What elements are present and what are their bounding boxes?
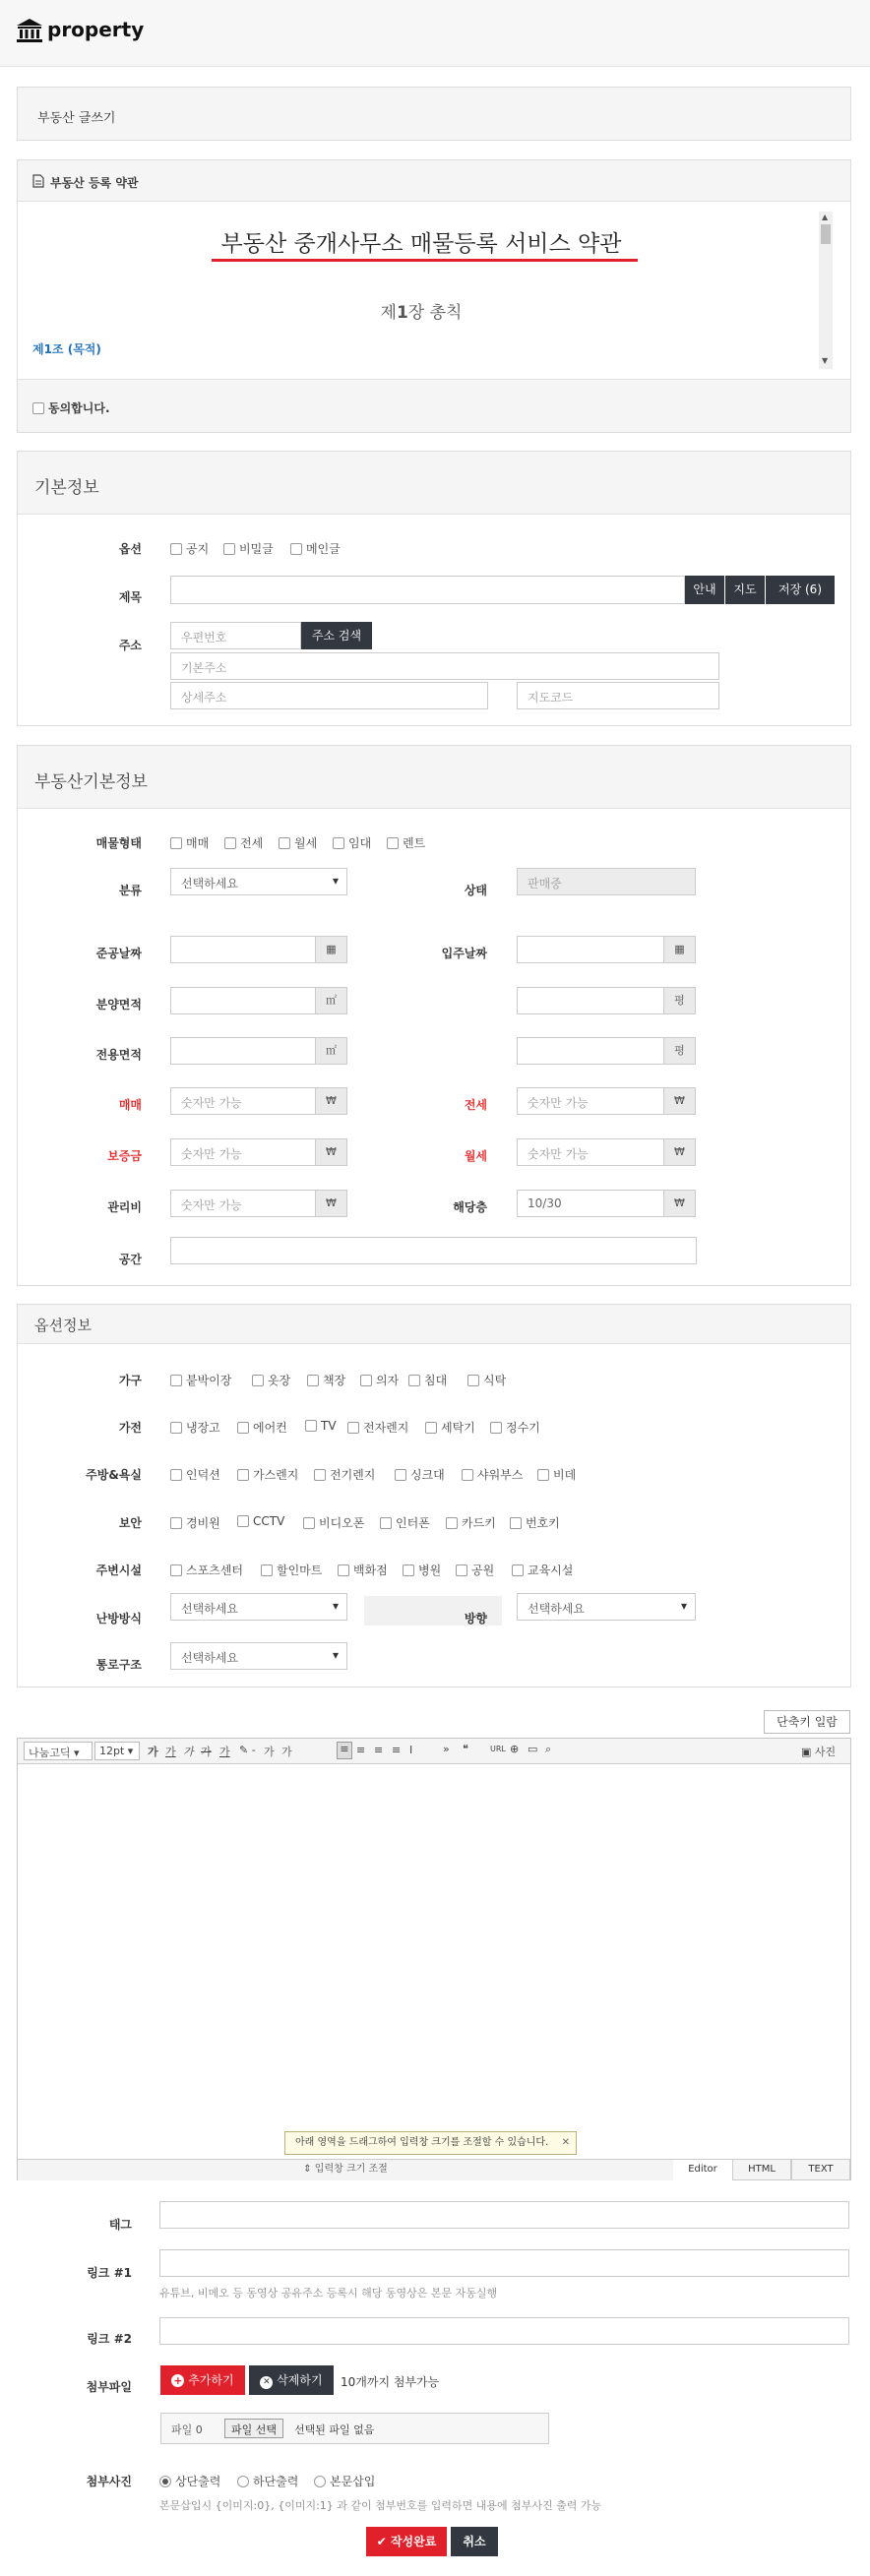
basic-info-title: 기본정보	[34, 478, 99, 498]
won-unit: ₩	[315, 1139, 346, 1165]
appliance-opt[interactable]: 전자렌지	[347, 1419, 408, 1436]
supply-area-label: 분양면적	[95, 998, 142, 1012]
terms-panel	[17, 159, 851, 433]
furniture-opt[interactable]: 의자	[360, 1372, 399, 1388]
pyeong-unit: 평	[663, 1038, 695, 1064]
security-opt[interactable]: 카드키	[446, 1514, 496, 1531]
direction-select[interactable]: 선택하세요 ▾	[517, 1593, 696, 1621]
address-basic-input[interactable]: 기본주소	[170, 652, 719, 680]
supply-pyeong-input[interactable]	[517, 987, 696, 1014]
deal-jeonse[interactable]: 전세	[224, 834, 263, 851]
furniture-row	[170, 1372, 780, 1387]
option-notice[interactable]: 공지	[170, 540, 209, 557]
link1-help: 유튜브, 비메오 등 동영상 공유주소 등록시 해당 동영상은 본문 자동실행	[159, 2287, 498, 2300]
security-label: 보안	[118, 1516, 142, 1530]
deposit-input[interactable]: 숫자만 가능 ₩	[170, 1138, 347, 1166]
page-heading-panel	[17, 87, 851, 141]
nearby-opt[interactable]: 백화점	[338, 1562, 388, 1578]
pyeong-unit: 평	[663, 988, 695, 1013]
agree-checkbox[interactable]	[32, 399, 110, 416]
photo-bottom-radio[interactable]: 하단출력	[237, 2473, 298, 2489]
chapter-suffix: 장 총칙	[407, 303, 463, 323]
file-limit-text: 10개까지 첨부가능	[341, 2375, 440, 2389]
guide-button[interactable]: 안내	[685, 576, 724, 604]
deposit-label: 보증금	[107, 1149, 142, 1163]
kitchen-label: 주방&욕실	[86, 1468, 142, 1482]
tag-label: 태그	[108, 2218, 132, 2232]
option-label: 옵션	[118, 542, 142, 556]
realty-info-header	[18, 746, 850, 809]
nearby-opt[interactable]: 공원	[456, 1562, 494, 1578]
font-color-icon[interactable]: 가	[219, 1746, 230, 1758]
underline-icon[interactable]: 가	[165, 1746, 176, 1758]
tag-input[interactable]	[159, 2201, 849, 2229]
kitchen-opt[interactable]: 싱크대	[395, 1466, 445, 1483]
category-select[interactable]: 선택하세요 ▾	[170, 868, 347, 895]
floor-label: 해당층	[453, 1200, 487, 1214]
editor-toolbar	[18, 1739, 850, 1764]
won-unit: ₩	[315, 1088, 346, 1114]
exclusive-area-label: 전용면적	[95, 1048, 142, 1062]
deal-monthly[interactable]: 월세	[279, 834, 317, 851]
terms-title: 부동산 등록 약관	[50, 176, 139, 190]
space-label: 공간	[118, 1253, 142, 1266]
nearby-opt[interactable]: 할인마트	[261, 1562, 322, 1578]
agree-label: 동의합니다.	[48, 401, 110, 415]
file-none-text: 선택된 파일 없음	[294, 2423, 375, 2436]
subject-input[interactable]	[170, 576, 685, 604]
app-header	[0, 0, 870, 67]
italic-icon[interactable]: 가	[183, 1746, 194, 1758]
kitchen-opt[interactable]: 인덕션	[170, 1466, 220, 1483]
status-input: 판매중	[517, 868, 696, 895]
terms-content[interactable]	[18, 202, 850, 379]
exclusive-pyeong-input[interactable]	[517, 1037, 696, 1065]
page-title: 부동산 글쓰기	[37, 111, 116, 126]
direction-label: 방향	[464, 1612, 487, 1625]
appliance-opt[interactable]: TV	[305, 1419, 337, 1433]
scroll-thumb[interactable]	[821, 224, 831, 244]
align-center-icon[interactable]: ≡	[356, 1744, 366, 1756]
align-right-icon[interactable]: ≡	[374, 1744, 384, 1756]
sale-price-label: 매매	[118, 1098, 142, 1112]
deal-sale[interactable]: 매매	[170, 834, 209, 851]
won-unit: ₩	[663, 1139, 695, 1165]
nearby-opt[interactable]: 스포츠센터	[170, 1562, 243, 1578]
address-detail-input[interactable]: 상세주소	[170, 682, 488, 709]
floor-input[interactable]: 10/30 ₩	[517, 1190, 696, 1217]
jeonse-price-label: 전세	[464, 1098, 487, 1112]
tab-editor[interactable]: Editor	[673, 2159, 732, 2180]
category-label: 분류	[118, 884, 142, 897]
map-code-input[interactable]: 지도코드	[517, 682, 719, 709]
tab-html[interactable]: HTML	[732, 2159, 791, 2180]
sale-price-input[interactable]: 숫자만 가능 ₩	[170, 1087, 347, 1115]
file-index: 파일 0	[171, 2423, 203, 2436]
movein-date-label: 입주날짜	[441, 947, 487, 960]
resize-bar[interactable]: ⇕ 입력창 크기 조절	[18, 2159, 673, 2180]
options-header	[18, 1305, 850, 1344]
won-unit: ₩	[663, 1088, 695, 1114]
size-select[interactable]: 12pt ▾	[94, 1742, 140, 1760]
sqm-unit: ㎡	[315, 1038, 346, 1064]
security-opt[interactable]: 경비원	[170, 1514, 220, 1531]
nearby-row	[170, 1562, 780, 1577]
furniture-label: 가구	[118, 1374, 142, 1387]
security-opt[interactable]: 비디오폰	[303, 1514, 364, 1531]
furniture-opt[interactable]: 옷장	[252, 1372, 290, 1388]
security-row	[170, 1514, 780, 1530]
monthly-rent-label: 월세	[464, 1149, 487, 1163]
kitchen-opt[interactable]: 전기렌지	[314, 1466, 375, 1483]
submit-button[interactable]: ✔ 작성완료	[366, 2527, 447, 2556]
structure-label: 통로구조	[95, 1658, 142, 1672]
file-row	[160, 2413, 549, 2444]
strike-icon[interactable]: 가	[201, 1746, 212, 1758]
exclusive-area-input[interactable]	[170, 1037, 347, 1065]
jeonse-price-input[interactable]: 숫자만 가능 ₩	[517, 1087, 696, 1115]
photo-top-radio[interactable]: 상단출력	[159, 2473, 220, 2489]
nearby-opt[interactable]: 교육시설	[512, 1562, 573, 1578]
calendar-icon[interactable]: ▦	[315, 937, 346, 962]
furniture-opt[interactable]: 식탁	[467, 1372, 506, 1388]
sqm-unit: ㎡	[315, 988, 346, 1013]
terms-header	[18, 160, 850, 202]
remove-icon: ✕	[260, 2376, 273, 2389]
options-panel	[17, 1304, 851, 1687]
option-main[interactable]: 메인글	[290, 540, 341, 557]
chapter-num: 1	[396, 303, 408, 323]
tab-text[interactable]: TEXT	[791, 2159, 850, 2180]
security-opt[interactable]: 번호키	[510, 1514, 560, 1531]
scroll-up-icon[interactable]: ▲	[822, 213, 829, 221]
appliance-label: 가전	[118, 1421, 142, 1435]
chapter-prefix: 제	[380, 303, 397, 323]
realty-info-title: 부동산기본정보	[34, 772, 148, 792]
security-opt[interactable]: CCTV	[237, 1514, 284, 1528]
plus-icon: +	[173, 2374, 183, 2387]
shortcut-button[interactable]: 단축키 일람	[764, 1710, 850, 1734]
save-draft-button[interactable]: 저장 (6)	[766, 576, 835, 604]
built-date-input[interactable]	[170, 936, 347, 963]
bold-icon[interactable]: 가	[148, 1746, 158, 1758]
cancel-button[interactable]: 취소	[451, 2527, 498, 2556]
heating-select[interactable]: 선택하세요 ▾	[170, 1593, 347, 1621]
terms-doc-title: 부동산 중개사무소 매물등록 서비스 약관	[220, 231, 622, 257]
address-label: 주소	[118, 639, 142, 652]
scroll-down-icon[interactable]: ▼	[822, 356, 829, 365]
monthly-rent-input[interactable]: 숫자만 가능 ₩	[517, 1138, 696, 1166]
photo-label: 첨부사진	[86, 2475, 132, 2488]
nearby-opt[interactable]: 병원	[403, 1562, 441, 1578]
furniture-opt[interactable]: 책장	[307, 1372, 345, 1388]
subscript-icon[interactable]: 가	[281, 1746, 292, 1758]
photo-button[interactable]: ▣ 사진	[801, 1746, 837, 1758]
maintenance-label: 관리비	[107, 1200, 142, 1214]
appliance-opt[interactable]: 정수기	[490, 1419, 540, 1436]
superscript-icon[interactable]: 가	[264, 1746, 275, 1758]
link1-label: 링크 #1	[87, 2266, 132, 2280]
link2-label: 링크 #2	[87, 2332, 132, 2346]
deal-rent[interactable]: 렌트	[387, 834, 425, 851]
basic-info-header	[18, 452, 850, 515]
kitchen-opt[interactable]: 샤워부스	[462, 1466, 523, 1483]
font-select[interactable]: 나눔고딕 ▾	[24, 1742, 93, 1760]
terms-article: 제1조 (목적)	[32, 342, 101, 356]
maintenance-input[interactable]: 숫자만 가능 ₩	[170, 1190, 347, 1217]
terms-scrollbar[interactable]	[819, 212, 833, 369]
subject-label: 제목	[118, 590, 142, 604]
appliance-row	[170, 1419, 780, 1435]
appliance-opt[interactable]: 세탁기	[425, 1419, 475, 1436]
supply-area-input[interactable]	[170, 987, 347, 1014]
resize-hint: 아래 영역을 드래그하여 입력창 크기를 조절할 수 있습니다. ✕	[284, 2131, 577, 2155]
furniture-opt[interactable]: 붙박이장	[170, 1372, 231, 1388]
status-label: 상태	[464, 884, 487, 897]
photo-inline-radio[interactable]: 본문삽입	[314, 2473, 375, 2489]
photo-help: 본문삽입시 {이미지:0}, {이미지:1} 과 같이 첨부번호를 입력하면 내용에 첨부사진 출력 가능	[159, 2499, 602, 2512]
zipcode-input[interactable]: 우편번호	[170, 622, 301, 649]
app-title: property	[47, 18, 145, 41]
space-input[interactable]	[170, 1237, 697, 1264]
special-char-icon[interactable]: ⊕	[510, 1743, 520, 1755]
built-date-label: 준공날짜	[95, 947, 142, 960]
link2-input[interactable]	[159, 2317, 849, 2345]
kitchen-opt[interactable]: 비데	[537, 1466, 576, 1483]
add-file-button[interactable]: + 추가하기	[160, 2365, 245, 2395]
options-title: 옵션정보	[34, 1317, 92, 1334]
editor	[17, 1738, 851, 2180]
line-height-icon[interactable]: Ⅰ	[409, 1744, 413, 1756]
deal-type-label: 매물형태	[95, 836, 142, 850]
appliance-opt[interactable]: 에어컨	[237, 1419, 287, 1436]
terms-title-underline	[212, 259, 638, 262]
appliance-opt[interactable]: 냉장고	[170, 1419, 220, 1436]
delete-file-button[interactable]: ✕ 삭제하기	[249, 2365, 334, 2395]
movein-date-input[interactable]	[517, 936, 696, 963]
file-label: 첨부파일	[86, 2380, 132, 2394]
link-icon[interactable]: URL	[490, 1745, 506, 1753]
nearby-label: 주변시설	[95, 1564, 142, 1577]
furniture-opt[interactable]: 침대	[408, 1372, 447, 1388]
check-icon: ✔	[376, 2535, 387, 2548]
won-unit: ₩	[663, 1191, 695, 1216]
terms-agree-bar	[18, 379, 850, 432]
link1-input[interactable]	[159, 2249, 849, 2277]
table-icon[interactable]: ▭	[528, 1743, 538, 1755]
close-icon[interactable]: ✕	[561, 2137, 570, 2148]
more-icon[interactable]: »	[443, 1743, 450, 1755]
address-search-button[interactable]: 주소 검색	[301, 622, 372, 649]
terms-chapter	[215, 298, 628, 323]
highlight-icon[interactable]: ✎ -	[239, 1744, 256, 1756]
align-justify-icon[interactable]: ≡	[392, 1744, 402, 1756]
editor-body[interactable]	[18, 1764, 850, 2129]
won-unit: ₩	[315, 1191, 346, 1216]
security-opt[interactable]: 인터폰	[380, 1514, 430, 1531]
align-left-icon[interactable]: ≡	[337, 1742, 352, 1759]
quote-icon[interactable]: ❝	[463, 1743, 468, 1755]
kitchen-opt[interactable]: 가스렌지	[237, 1466, 298, 1483]
structure-select[interactable]: 선택하세요 ▾	[170, 1642, 347, 1670]
find-icon[interactable]: ⌕	[545, 1743, 552, 1755]
calendar-icon[interactable]: ▦	[663, 937, 695, 962]
document-icon	[32, 174, 44, 188]
option-secret[interactable]: 비밀글	[223, 540, 274, 557]
heating-label: 난방방식	[95, 1612, 142, 1625]
kitchen-row	[170, 1466, 780, 1482]
deal-lease[interactable]: 임대	[333, 834, 371, 851]
map-button[interactable]: 지도	[725, 576, 765, 604]
file-choose-button[interactable]: 파일 선택	[224, 2419, 283, 2438]
bank-icon	[16, 18, 43, 43]
